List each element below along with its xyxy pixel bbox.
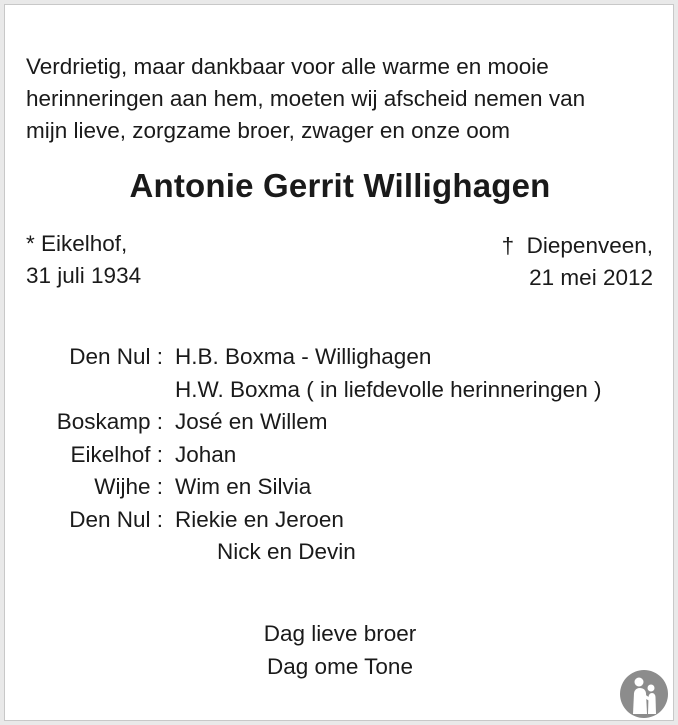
- intro-line: Verdrietig, maar dankbaar voor alle warme en mooie: [26, 54, 549, 79]
- birth-date: 31 juli 1934: [26, 263, 142, 288]
- family-location: Wijhe :: [94, 474, 163, 499]
- family-location: Den Nul :: [69, 506, 163, 532]
- family-location: Den Nul :: [69, 344, 163, 369]
- family-row: [5, 406, 675, 439]
- closing-line: Dag lieve broer: [263, 621, 417, 646]
- family-row: [5, 504, 675, 537]
- family-row: [5, 471, 675, 504]
- family-names: H.B. Boxma - Willighagen: [175, 344, 432, 369]
- family-names: José en Willem: [175, 409, 328, 434]
- intro-line: mijn lieve, zorgzame broer, zwager en onze oom: [26, 118, 510, 143]
- death-info: [502, 230, 653, 294]
- closing-line: Dag ome Tone: [267, 654, 413, 679]
- closing-text: [5, 617, 675, 683]
- family-names: Johan: [175, 441, 237, 467]
- family-row: [5, 439, 675, 472]
- family-location: Eikelhof :: [70, 441, 163, 467]
- family-row: [5, 341, 675, 374]
- family-location: Boskamp :: [56, 409, 163, 434]
- obituary-card: [4, 4, 674, 721]
- intro-text: [26, 51, 666, 147]
- death-date: 21 mei 2012: [529, 265, 653, 290]
- deceased-name: Antonie Gerrit Willighagen: [129, 167, 551, 204]
- family-list: [5, 341, 675, 569]
- family-names: Riekie en Jeroen: [175, 506, 344, 532]
- family-row: [5, 536, 675, 569]
- memorial-figures-icon: [619, 669, 669, 719]
- family-names: H.W. Boxma ( in liefdevolle herinneringen ): [175, 376, 602, 402]
- family-row: [5, 374, 675, 407]
- birth-place: * Eikelhof,: [26, 231, 128, 256]
- birth-info: [26, 228, 141, 292]
- family-names: Wim en Silvia: [175, 474, 312, 499]
- death-place: † Diepenveen,: [501, 233, 653, 258]
- family-names: Nick en Devin: [217, 539, 356, 564]
- intro-line: herinneringen aan hem, moeten wij afscheid nemen van: [26, 86, 586, 111]
